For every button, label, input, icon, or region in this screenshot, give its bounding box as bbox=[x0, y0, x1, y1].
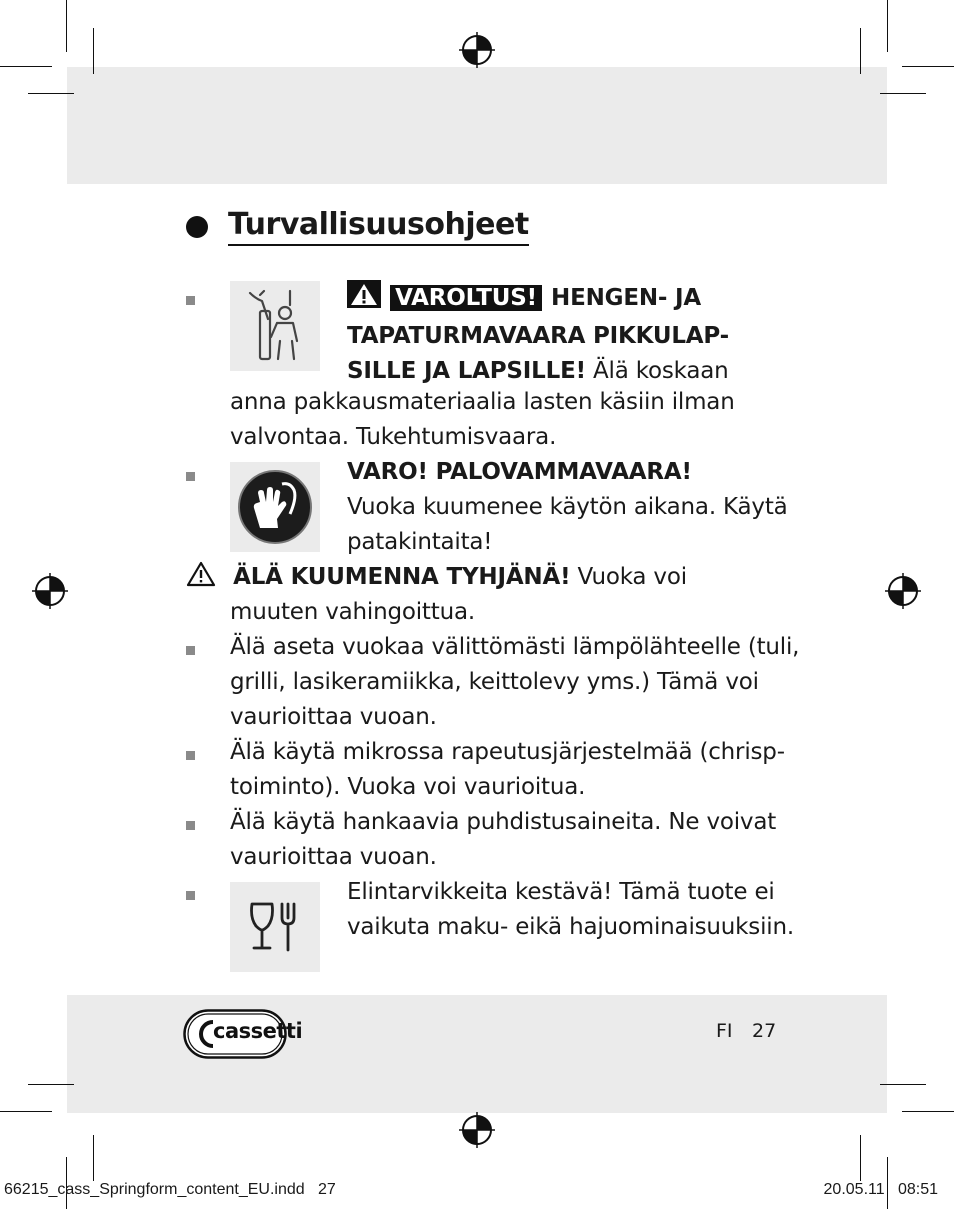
list-bullet bbox=[186, 472, 195, 481]
burn-warning-text: Vuoka kuumenee käytön aikana. Käytä bbox=[347, 494, 788, 520]
empty-heating-heading: ÄLÄ KUUMENNA TYHJÄNÄ! bbox=[233, 564, 571, 590]
oven-gloves-icon bbox=[230, 462, 320, 552]
list-item: vaurioittaa vuoan. bbox=[230, 704, 437, 730]
brand-name: cassetti bbox=[213, 1019, 303, 1043]
warning-text: anna pakkausmateriaalia lasten käsiin ilman bbox=[230, 389, 735, 415]
food-safe-text: vaikuta maku- eikä hajuominaisuuksiin. bbox=[347, 914, 794, 940]
burn-warning-heading: VARO! PALOVAMMAVAARA! bbox=[347, 459, 692, 485]
list-bullet bbox=[186, 296, 195, 305]
warning-text: valvontaa. Tukehtumisvaara. bbox=[230, 424, 557, 450]
food-safe-text: Elintarvikkeita kestävä! Tämä tuote ei bbox=[347, 879, 775, 905]
header-band bbox=[67, 67, 887, 184]
warning-paragraph bbox=[347, 280, 787, 389]
burn-warning-text: patakintaita! bbox=[347, 529, 493, 555]
list-item: Älä aseta vuokaa välittömästi lämpölähteelle (tuli, bbox=[230, 634, 800, 660]
warning-triangle-icon bbox=[186, 561, 216, 598]
page-title: Turvallisuusohjeet bbox=[228, 208, 529, 247]
warning-text: Älä koskaan bbox=[593, 358, 729, 384]
warning-heading: TAPATURMAVAARA PIKKULAP- bbox=[347, 323, 730, 349]
list-bullet bbox=[186, 821, 195, 830]
warning-triangle-icon bbox=[347, 280, 381, 319]
list-item: toiminto). Vuoka voi vaurioitua. bbox=[230, 774, 586, 800]
list-item: grilli, lasikeramiikka, keittolevy yms.) Tämä voi bbox=[230, 669, 759, 695]
registration-mark-icon bbox=[885, 573, 921, 609]
child-with-bag-warning-icon bbox=[230, 281, 320, 371]
registration-mark-icon bbox=[32, 573, 68, 609]
empty-heating-text: muuten vahingoittua. bbox=[230, 599, 475, 625]
warning-heading: HENGEN- JA bbox=[551, 285, 701, 311]
slug-filename: 66215_cass_Springform_content_EU.indd 27 bbox=[4, 1181, 336, 1198]
empty-heating-text: Vuoka voi bbox=[577, 564, 687, 590]
list-bullet bbox=[186, 646, 195, 655]
list-bullet bbox=[186, 751, 195, 760]
slug-datetime: 20.05.11 08:51 bbox=[823, 1181, 938, 1198]
registration-mark-icon bbox=[459, 32, 495, 68]
warning-badge: VAROLTUS! bbox=[390, 285, 542, 311]
language-code: FI bbox=[716, 1020, 733, 1042]
brand-logo bbox=[183, 1009, 303, 1059]
registration-mark-icon bbox=[459, 1112, 495, 1148]
warning-heading: SILLE JA LAPSILLE! bbox=[347, 358, 586, 384]
section-heading bbox=[186, 205, 529, 249]
list-item: Älä käytä hankaavia puhdistusaineita. Ne voivat bbox=[230, 809, 777, 835]
heading-bullet bbox=[186, 216, 208, 238]
page-number: 27 bbox=[752, 1020, 777, 1042]
list-bullet bbox=[186, 891, 195, 900]
food-safe-glass-fork-icon bbox=[230, 882, 320, 972]
empty-heating-warning bbox=[186, 560, 786, 598]
list-item: Älä käytä mikrossa rapeutusjärjestelmää (chrisp- bbox=[230, 739, 785, 765]
list-item: vaurioittaa vuoan. bbox=[230, 844, 437, 870]
